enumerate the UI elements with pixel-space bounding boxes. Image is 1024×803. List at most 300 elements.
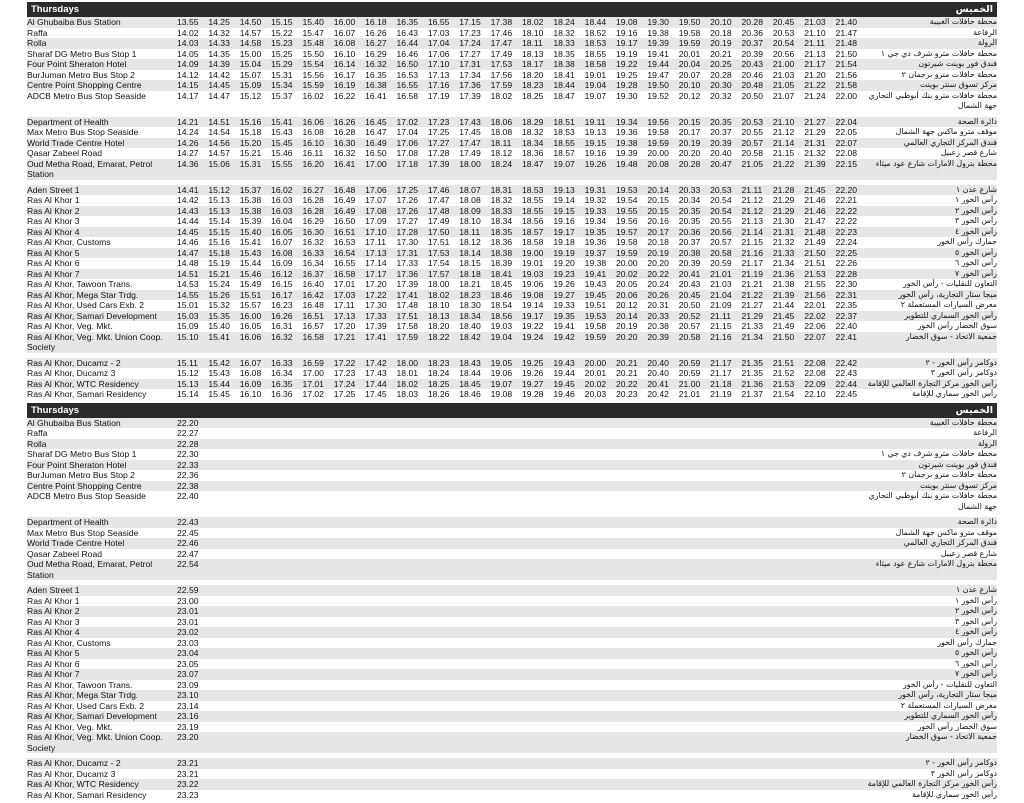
table-row — [27, 148, 997, 159]
departure-time: 16.22 — [333, 90, 356, 101]
departure-time: 19.07 — [584, 90, 607, 101]
departure-time: 16.08 — [334, 38, 365, 49]
empty-cell — [428, 617, 459, 628]
table-row — [27, 28, 997, 39]
station-name-arabic: رأس الخور سماري للإقامة — [911, 789, 997, 799]
departure-time: 17.30 — [365, 300, 387, 310]
departure-time: 21.01 — [678, 389, 701, 399]
empty-cell — [365, 460, 396, 471]
departure-time: 16.26 — [365, 27, 387, 38]
departure-time: 18.34 — [459, 311, 490, 322]
station-name-arabic: رأس الخور ١ — [955, 595, 997, 605]
empty-cell — [710, 549, 741, 560]
departure-time: 19.48 — [616, 159, 647, 180]
departure-time: 20.28 — [741, 17, 772, 28]
empty-cell — [522, 491, 553, 512]
departure-time: 20.35 — [679, 206, 710, 217]
departure-time: 17.24 — [334, 379, 365, 390]
empty-cell — [710, 460, 741, 471]
empty-cell — [616, 606, 647, 617]
empty-cell — [773, 491, 804, 512]
departure-time: 17.22 — [334, 358, 365, 369]
departure-time: 16.32 — [302, 237, 324, 247]
empty-cell — [428, 669, 459, 680]
empty-cell — [459, 606, 490, 617]
empty-cell — [397, 690, 428, 701]
station-name-arabic: رأس الخور السماري للتطوير — [867, 711, 997, 722]
empty-cell — [804, 638, 835, 649]
empty-cell — [302, 638, 333, 649]
empty-cell — [459, 648, 490, 659]
departure-time: 21.38 — [772, 279, 795, 289]
station-name: Raffa — [27, 428, 48, 438]
departure-time: 17.09 — [365, 216, 387, 226]
departure-time: 15.11 — [177, 358, 208, 369]
departure-time: 15.41 — [208, 332, 239, 353]
empty-cell — [616, 790, 647, 801]
day-header-english: Thursdays — [31, 4, 80, 15]
empty-cell — [773, 606, 804, 617]
empty-cell — [302, 722, 333, 733]
departure-time: 18.56 — [491, 311, 522, 322]
empty-cell — [522, 638, 553, 649]
departure-time: 17.46 — [490, 27, 513, 38]
station-name: Ras Al Khor 2 — [27, 606, 177, 617]
empty-cell — [647, 460, 678, 471]
empty-cell — [208, 779, 239, 790]
departure-time: 17.38 — [491, 17, 522, 28]
empty-cell — [271, 790, 302, 801]
departure-time: 20.21 — [616, 358, 647, 369]
departure-time: 17.41 — [397, 290, 428, 301]
empty-cell — [334, 538, 365, 549]
empty-cell — [522, 627, 553, 638]
departure-time: 18.32 — [521, 127, 544, 137]
departure-time: 17.39 — [428, 159, 459, 180]
empty-cell — [741, 732, 772, 753]
station-name: Oud Metha Road, Emarat, Petrol Station — [27, 159, 177, 180]
departure-time: 15.51 — [240, 290, 271, 301]
empty-cell — [334, 648, 365, 659]
departure-time: 14.02 — [177, 27, 199, 38]
departure-time: 15.31 — [240, 159, 271, 180]
departure-time: 18.00 — [459, 159, 490, 180]
empty-cell — [804, 517, 835, 528]
departure-time: 21.04 — [710, 290, 741, 301]
departure-time: 18.20 — [521, 69, 544, 80]
departure-time: 16.06 — [240, 332, 271, 353]
departure-time: 15.31 — [271, 69, 293, 80]
departure-time: 19.26 — [553, 279, 575, 289]
departure-time: 20.34 — [678, 195, 701, 205]
departure-time: 15.09 — [240, 80, 271, 91]
departure-time: 15.12 — [239, 90, 262, 101]
departure-time: 21.12 — [741, 195, 763, 205]
departure-time: 21.05 — [741, 159, 772, 180]
empty-cell — [397, 428, 428, 439]
departure-time: 19.33 — [585, 206, 616, 217]
departure-time: 17.13 — [365, 248, 396, 259]
station-name-arabic: رأس الخور ٤ — [867, 227, 997, 238]
departure-time: 20.15 — [679, 117, 710, 128]
departure-time: 19.56 — [616, 216, 638, 226]
station-name-arabic: جمارك رأس الخور — [937, 637, 997, 647]
empty-cell — [679, 585, 710, 596]
departure-time: 16.07 — [333, 27, 356, 38]
table-row — [27, 91, 997, 112]
departure-time: 18.09 — [459, 206, 490, 217]
empty-cell — [679, 769, 710, 780]
table-row — [27, 206, 997, 217]
empty-cell — [616, 470, 647, 481]
departure-time: 19.22 — [521, 321, 544, 331]
empty-cell — [553, 418, 584, 429]
empty-cell — [428, 711, 459, 722]
departure-time: 22.20 — [836, 185, 867, 196]
station-name: Centre Point Shopping Centre — [27, 80, 177, 91]
departure-time: 20.35 — [678, 216, 701, 226]
departure-time: 18.40 — [459, 321, 481, 331]
empty-cell — [240, 538, 271, 549]
table-row — [27, 659, 997, 670]
departure-time: 19.46 — [553, 389, 575, 399]
departure-time: 20.31 — [647, 300, 669, 310]
empty-cell — [271, 481, 302, 492]
departure-time: 21.35 — [741, 358, 772, 369]
departure-time: 15.46 — [271, 148, 293, 158]
empty-cell — [240, 481, 271, 492]
departure-time: 17.20 — [365, 279, 387, 289]
empty-cell — [773, 470, 804, 481]
empty-cell — [585, 680, 616, 691]
departure-time: 19.15 — [585, 138, 616, 149]
empty-cell — [553, 769, 584, 780]
empty-cell — [522, 779, 553, 790]
departure-time: 20.04 — [679, 59, 710, 70]
departure-time: 14.57 — [239, 27, 262, 38]
empty-cell — [397, 528, 428, 539]
departure-time: 16.00 — [240, 311, 271, 322]
departure-time: 17.26 — [397, 206, 428, 217]
empty-cell — [365, 481, 396, 492]
empty-cell — [459, 585, 490, 596]
departure-time: 18.45 — [459, 379, 490, 390]
departure-time: 15.24 — [208, 279, 230, 289]
empty-cell — [710, 538, 741, 549]
departure-time: 16.27 — [302, 185, 333, 196]
departure-time: 21.47 — [835, 27, 858, 38]
departure-time: 21.50 — [835, 48, 858, 59]
departure-time: 17.47 — [491, 38, 522, 49]
station-name-arabic: فندق المركز التجاري العالمي — [867, 138, 997, 149]
empty-cell — [208, 627, 239, 638]
departure-time: 16.49 — [365, 138, 396, 149]
departure-time: 18.22 — [428, 332, 459, 353]
empty-cell — [710, 596, 741, 607]
empty-cell — [271, 585, 302, 596]
departure-time: 20.53 — [741, 117, 772, 128]
departure-time: 15.15 — [208, 227, 239, 238]
empty-cell — [836, 732, 867, 753]
departure-time: 17.28 — [397, 227, 428, 238]
station-name-arabic: رأس الخور ٧ — [867, 269, 997, 280]
station-name-arabic: رأس الخور ٣ — [955, 616, 997, 626]
station-name-arabic: دائرة الصحة — [867, 517, 997, 528]
empty-cell — [522, 517, 553, 528]
departure-time: 17.03 — [427, 27, 450, 38]
empty-cell — [710, 585, 741, 596]
timetable-table — [27, 17, 997, 400]
empty-cell — [553, 549, 584, 560]
empty-cell — [585, 418, 616, 429]
departure-time: 18.38 — [491, 248, 522, 259]
departure-time: 14.39 — [208, 59, 239, 70]
empty-cell — [240, 596, 271, 607]
empty-cell — [208, 491, 239, 512]
departure-time: 21.49 — [804, 237, 826, 247]
departure-time: 20.30 — [710, 80, 741, 91]
empty-cell — [836, 648, 867, 659]
empty-cell — [397, 517, 428, 528]
departure-time: 18.58 — [521, 237, 544, 247]
empty-cell — [397, 549, 428, 560]
departure-time: 14.45 — [208, 80, 239, 91]
empty-cell — [365, 549, 396, 560]
departure-time: 19.38 — [584, 258, 607, 268]
departure-time: 16.10 — [239, 389, 262, 399]
empty-cell — [459, 732, 490, 753]
empty-cell — [553, 585, 584, 596]
departure-time: 19.19 — [616, 48, 638, 59]
empty-cell — [365, 648, 396, 659]
empty-cell — [271, 460, 302, 471]
departure-time: 17.54 — [427, 258, 450, 268]
empty-cell — [271, 732, 302, 753]
departure-time: 15.32 — [208, 300, 230, 310]
departure-time: 15.18 — [239, 127, 262, 137]
empty-cell — [302, 648, 333, 659]
table-row — [27, 559, 997, 580]
departure-time: 20.33 — [647, 311, 678, 322]
departure-time: 16.23 — [271, 300, 293, 310]
departure-time: 19.25 — [616, 69, 638, 80]
timetable-block — [27, 2, 997, 400]
departure-time: 19.20 — [553, 258, 575, 268]
empty-cell — [616, 680, 647, 691]
empty-cell — [710, 606, 741, 617]
empty-cell — [491, 470, 522, 481]
departure-time: 20.19 — [710, 38, 741, 49]
empty-cell — [773, 617, 804, 628]
empty-cell — [804, 549, 835, 560]
station-name: Ras Al Khor, Tawoon Trans. — [27, 679, 133, 690]
departure-time: 16.33 — [302, 248, 333, 259]
departure-time: 20.40 — [647, 358, 678, 369]
empty-cell — [271, 701, 302, 712]
empty-cell — [710, 701, 741, 712]
empty-cell — [428, 559, 459, 580]
empty-cell — [334, 470, 365, 481]
departure-time: 20.17 — [647, 227, 678, 238]
empty-cell — [208, 722, 239, 733]
departure-time: 16.03 — [271, 206, 302, 217]
departure-time: 15.12 — [208, 185, 239, 196]
empty-cell — [491, 439, 522, 450]
departure-time: 19.43 — [584, 279, 607, 289]
empty-cell — [773, 690, 804, 701]
departure-time: 17.33 — [396, 258, 419, 268]
empty-cell — [585, 638, 616, 649]
empty-cell — [491, 481, 522, 492]
empty-cell — [585, 701, 616, 712]
departure-time: 19.50 — [647, 80, 678, 91]
departure-time: 16.14 — [334, 59, 365, 70]
departure-time: 19.38 — [616, 138, 647, 149]
empty-cell — [240, 549, 271, 560]
table-row — [27, 70, 997, 81]
empty-cell — [240, 418, 271, 429]
departure-time: 16.50 — [333, 216, 356, 226]
station-name: Ras Al Khor 1 — [27, 195, 80, 205]
empty-cell — [334, 627, 365, 638]
table-row — [27, 258, 997, 269]
station-name: Ras Al Khor, Mega Star Trdg. — [27, 690, 177, 701]
departure-time: 21.00 — [679, 379, 710, 390]
empty-cell — [679, 481, 710, 492]
departure-time: 17.20 — [333, 321, 356, 331]
departure-time: 20.00 — [647, 148, 669, 158]
station-name-arabic: شارع عدن ١ — [867, 185, 997, 196]
departure-time: 19.53 — [585, 311, 616, 322]
departure-time: 18.32 — [490, 195, 513, 205]
empty-cell — [459, 481, 490, 492]
empty-cell — [240, 722, 271, 733]
departure-time: 16.41 — [365, 90, 387, 101]
empty-cell — [773, 449, 804, 460]
empty-cell — [710, 779, 741, 790]
empty-cell — [679, 491, 710, 512]
station-name: World Trade Centre Hotel — [27, 538, 177, 549]
departure-time: 21.10 — [773, 117, 804, 128]
empty-cell — [553, 460, 584, 471]
departure-time: 20.37 — [678, 237, 701, 247]
empty-cell — [240, 460, 271, 471]
departure-time: 21.16 — [710, 332, 741, 353]
departure-time: 21.33 — [773, 248, 804, 259]
empty-cell — [491, 449, 522, 460]
empty-cell — [208, 758, 239, 769]
departure-time: 19.06 — [490, 368, 513, 378]
empty-cell — [741, 596, 772, 607]
departure-time: 20.05 — [616, 279, 638, 289]
empty-cell — [741, 538, 772, 549]
empty-cell — [334, 585, 365, 596]
departure-time: 19.32 — [584, 195, 607, 205]
empty-cell — [240, 638, 271, 649]
station-name-arabic: الرفاعة — [973, 27, 997, 37]
departure-time: 21.22 — [741, 290, 772, 301]
empty-cell — [647, 538, 678, 549]
departure-time: 14.42 — [177, 195, 199, 205]
departure-time: 19.39 — [647, 38, 678, 49]
empty-cell — [271, 659, 302, 670]
empty-cell — [804, 701, 835, 712]
departure-time: 14.09 — [177, 59, 208, 70]
empty-cell — [397, 680, 428, 691]
station-name: Ras Al Khor, Veg. Mkt. — [27, 721, 113, 732]
departure-time: 20.56 — [772, 48, 795, 59]
departure-time: 17.19 — [427, 90, 450, 101]
empty-cell — [459, 491, 490, 512]
empty-cell — [397, 617, 428, 628]
departure-time: 18.08 — [490, 127, 513, 137]
empty-cell — [302, 538, 333, 549]
empty-cell — [836, 779, 867, 790]
departure-time: 16.15 — [271, 279, 293, 289]
departure-time: 18.45 — [490, 279, 513, 289]
table-row — [27, 185, 997, 196]
departure-time: 18.46 — [459, 389, 481, 399]
departure-time: 18.23 — [459, 290, 490, 301]
departure-time: 21.24 — [804, 90, 826, 101]
departure-time: 14.32 — [208, 27, 230, 38]
empty-cell — [491, 538, 522, 549]
departure-time: 23.23 — [177, 789, 199, 800]
empty-cell — [585, 491, 616, 512]
departure-time: 17.31 — [459, 59, 490, 70]
departure-time: 20.54 — [773, 38, 804, 49]
empty-cell — [240, 732, 271, 753]
empty-cell — [647, 790, 678, 801]
empty-cell — [334, 790, 365, 801]
departure-time: 16.48 — [334, 185, 365, 196]
departure-time: 17.16 — [428, 80, 459, 91]
empty-cell — [428, 549, 459, 560]
departure-time: 19.42 — [553, 332, 584, 353]
station-name-arabic: رأس الخور ١ — [955, 195, 997, 204]
departure-time: 20.10 — [679, 80, 710, 91]
empty-cell — [710, 638, 741, 649]
departure-time: 20.54 — [710, 195, 732, 205]
empty-cell — [428, 606, 459, 617]
departure-time: 16.34 — [271, 368, 293, 378]
departure-time: 19.16 — [616, 27, 638, 38]
empty-cell — [647, 769, 678, 780]
departure-time: 18.31 — [491, 185, 522, 196]
empty-cell — [459, 711, 490, 722]
table-row — [27, 722, 997, 733]
empty-cell — [208, 439, 239, 450]
departure-time: 20.48 — [741, 80, 772, 91]
empty-cell — [334, 606, 365, 617]
departure-time: 22.09 — [804, 379, 835, 390]
departure-time: 21.47 — [804, 216, 826, 226]
empty-cell — [741, 701, 772, 712]
empty-cell — [647, 528, 678, 539]
empty-cell — [741, 758, 772, 769]
empty-cell — [616, 638, 647, 649]
empty-cell — [836, 491, 867, 512]
empty-cell — [491, 711, 522, 722]
table-row — [27, 379, 997, 390]
departure-time: 14.17 — [177, 90, 199, 101]
departure-time: 20.37 — [741, 38, 772, 49]
table-row — [27, 127, 997, 138]
empty-cell — [302, 690, 333, 701]
station-name-arabic: رأس الخور ٢ — [867, 606, 997, 617]
departure-time: 17.36 — [459, 80, 490, 91]
departure-time: 14.53 — [177, 279, 199, 289]
